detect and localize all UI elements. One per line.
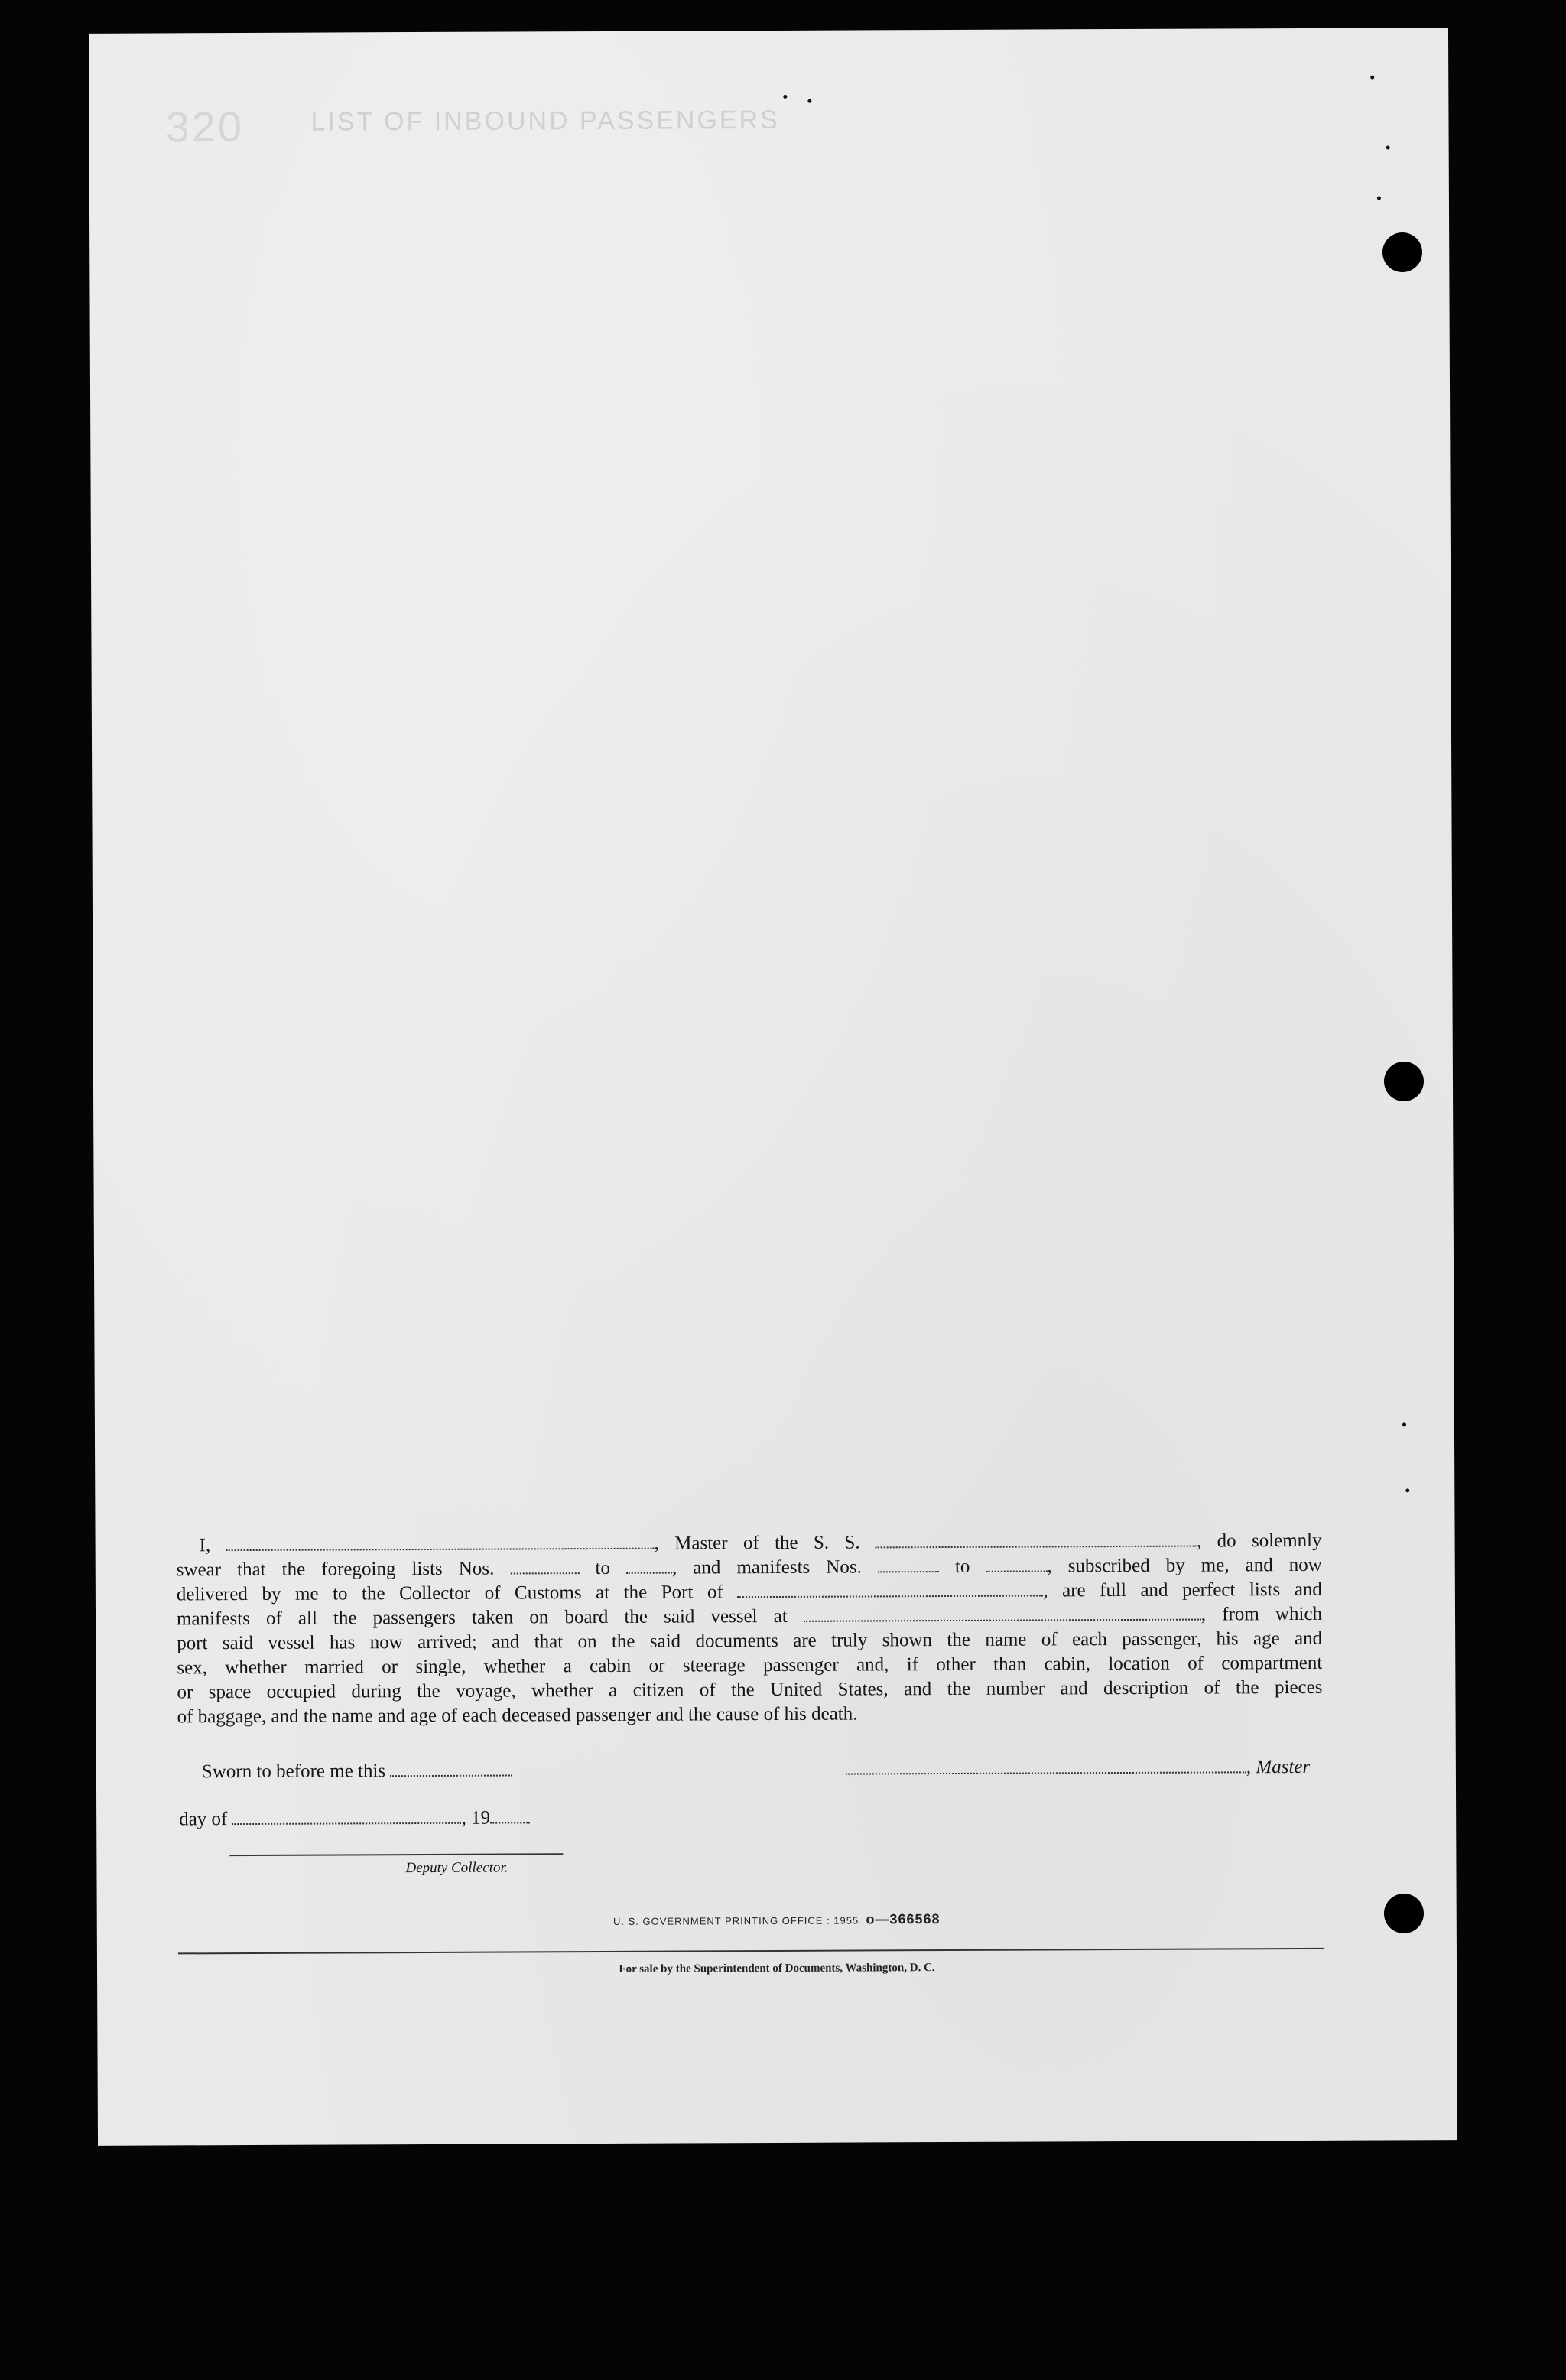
- oath-line-8: of baggage, and the name and age of each deceased passenger and the cause of his death.: [177, 1703, 858, 1728]
- gpo-text: U. S. GOVERNMENT PRINTING OFFICE : 1955: [612, 1914, 859, 1927]
- oath-i: I,: [199, 1535, 211, 1556]
- speck: [783, 95, 787, 99]
- deputy-signature-line[interactable]: [229, 1853, 563, 1856]
- sworn-day-field[interactable]: [390, 1761, 512, 1777]
- manifests-to-field[interactable]: [986, 1556, 1047, 1572]
- oath-text: , are full and perfect lists and: [1043, 1579, 1322, 1601]
- departure-port-field[interactable]: [804, 1605, 1201, 1622]
- gpo-imprint: [97, 1909, 1457, 1931]
- oath-text: swear that the foregoing lists Nos.: [176, 1558, 495, 1581]
- deputy-collector-label: Deputy Collector.: [405, 1859, 508, 1877]
- sworn-label: Sworn to before me this: [201, 1761, 386, 1783]
- oath-text: to: [595, 1557, 610, 1579]
- oath-text: , subscribed by me, and now: [1047, 1554, 1322, 1577]
- manifests-from-field[interactable]: [878, 1557, 939, 1572]
- oath-text: to: [954, 1556, 970, 1577]
- oath-text: , from which: [1200, 1603, 1323, 1625]
- oath-text: , and manifests Nos.: [671, 1556, 862, 1579]
- oath-text: delivered by me to the Collector of Customs at the Port of: [176, 1582, 723, 1605]
- month-field[interactable]: [232, 1809, 462, 1825]
- master-label: , Master: [1246, 1756, 1311, 1778]
- binder-hole-bottom: [1384, 1894, 1424, 1933]
- master-signature-row: [846, 1757, 1310, 1780]
- oath-line-7: or space occupied during the voyage, whether a citizen of the United States, and the number and description of the pieces: [177, 1676, 1323, 1703]
- year-prefix: , 19: [461, 1807, 491, 1829]
- master-name-field[interactable]: [226, 1534, 654, 1551]
- binder-hole-top: [1382, 232, 1422, 272]
- master-signature-field[interactable]: [846, 1757, 1246, 1774]
- bleed-through-title: LIST OF INBOUND PASSENGERS: [310, 105, 780, 137]
- footer-rule: [178, 1948, 1324, 1955]
- speck: [1377, 197, 1381, 200]
- oath-line-5: port said vessel has now arrived; and that on the said documents are truly shown the name of each passenger, his age and: [177, 1627, 1323, 1654]
- ship-name-field[interactable]: [876, 1532, 1197, 1549]
- oath-text: manifests of all the passengers taken on board the said vessel at: [176, 1605, 788, 1630]
- oath-line-6: sex, whether married or single, whether a cabin or steerage passenger and, if other than cabin, location of compartment: [177, 1652, 1323, 1679]
- oath-master-of-ss: , Master of the S. S.: [654, 1532, 860, 1554]
- speck: [1405, 1488, 1409, 1492]
- sale-notice: For sale by the Superintendent of Documents, Washington, D. C.: [619, 1962, 935, 1975]
- day-of-label: day of: [179, 1809, 228, 1830]
- sworn-row: [202, 1760, 513, 1783]
- speck: [1370, 76, 1374, 80]
- speck: [1386, 145, 1390, 149]
- binder-hole-middle: [1384, 1062, 1424, 1101]
- gpo-number: o—366568: [866, 1911, 941, 1927]
- year-field[interactable]: [490, 1808, 530, 1823]
- speck: [807, 99, 811, 103]
- bleed-through-number: 320: [165, 102, 245, 151]
- speck: [1402, 1422, 1406, 1426]
- port-field[interactable]: [737, 1581, 1043, 1598]
- form-page: [89, 28, 1457, 2146]
- day-of-row: [179, 1807, 530, 1830]
- lists-from-field[interactable]: [510, 1559, 579, 1574]
- master-oath: [177, 1529, 1323, 1730]
- lists-to-field[interactable]: [626, 1559, 672, 1574]
- oath-do-solemnly: , do solemnly: [1196, 1530, 1322, 1552]
